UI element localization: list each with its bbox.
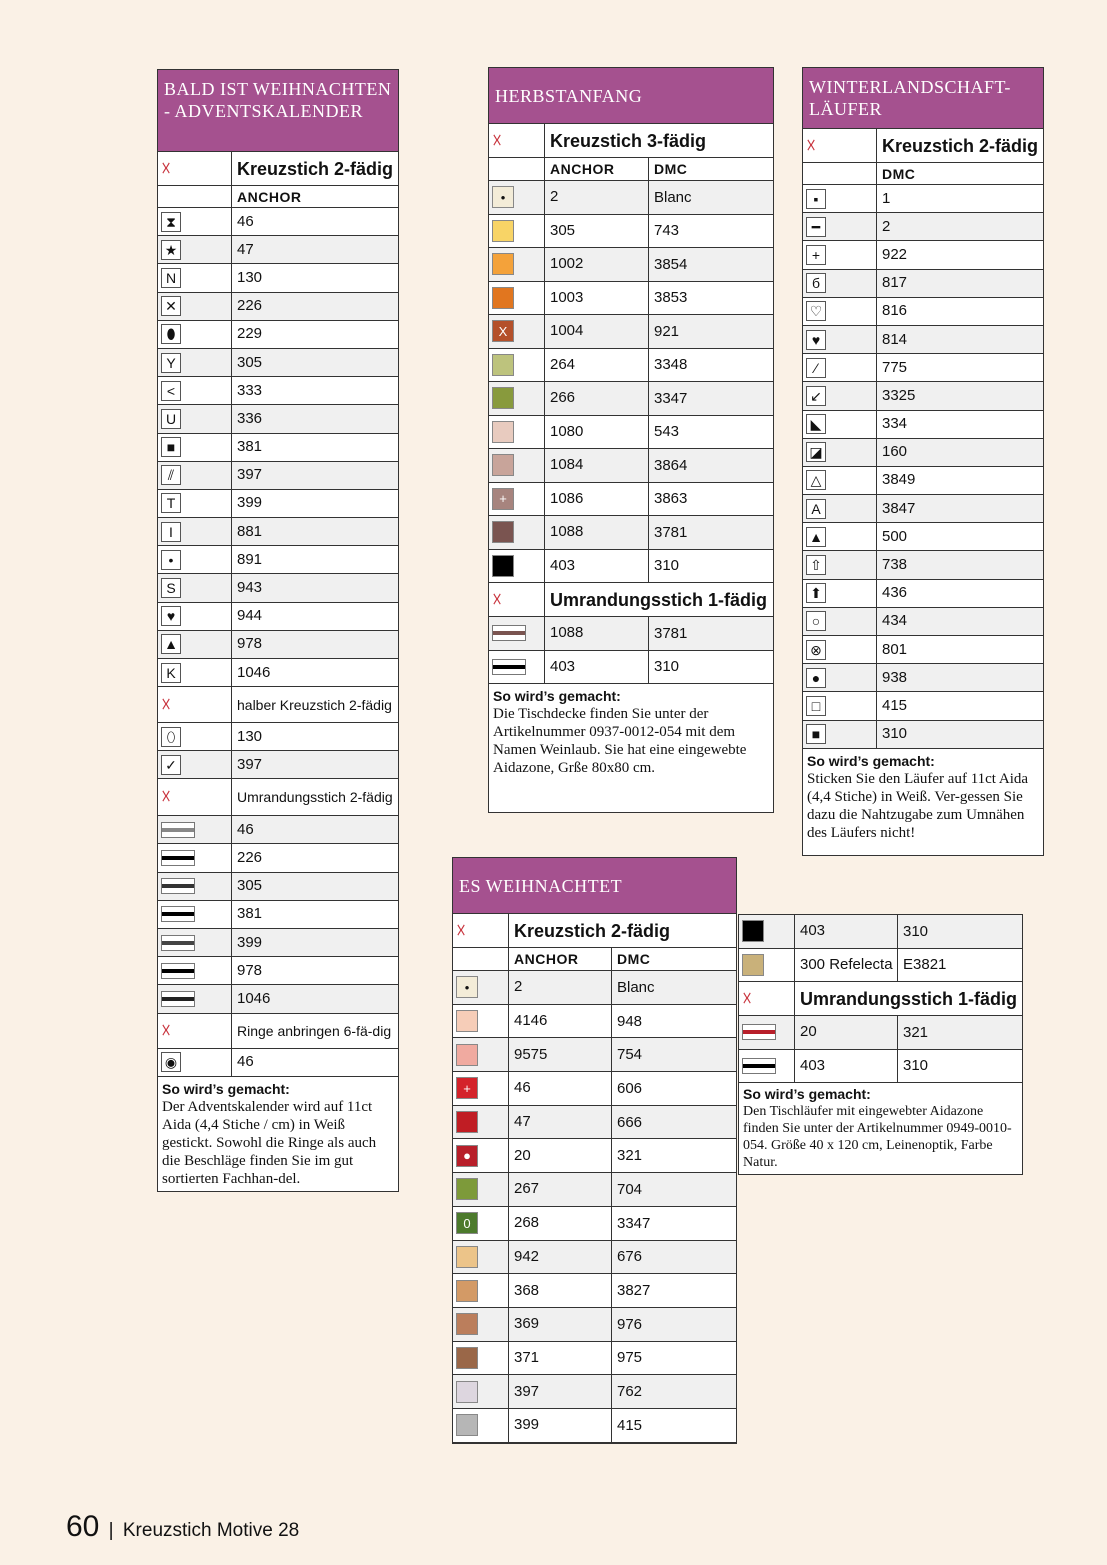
table-row: 978 — [158, 957, 398, 985]
table-row: ♥ 944 — [158, 603, 398, 631]
color-swatch — [492, 287, 514, 309]
symbol-icon: ✕ — [161, 296, 181, 316]
panel-title: HERBSTANFANG — [489, 68, 773, 124]
table-row: ▲ 978 — [158, 631, 398, 659]
table-row: Y 305 — [158, 349, 398, 377]
color-swatch — [456, 1313, 478, 1335]
table-row: ▪ 1 — [803, 185, 1043, 213]
border-stitch-icon — [161, 906, 195, 922]
cross-stitch-icon: ☓ — [161, 693, 172, 716]
color-swatch — [456, 1010, 478, 1032]
panel-title: WINTERLANDSCHAFT-LÄUFER — [803, 68, 1043, 129]
section-row: ☓ Kreuzstich 2-fädig — [453, 914, 736, 948]
section-row: ☓ Umrandungsstich 1-fädig — [489, 583, 773, 617]
symbol-icon: ⇧ — [806, 555, 826, 575]
table-row: + 1086 3863 — [489, 483, 773, 517]
table-row: ↙ 3325 — [803, 382, 1043, 410]
table-row: K 1046 — [158, 659, 398, 687]
table-row: • 2 Blanc — [453, 971, 736, 1005]
color-swatch: + — [492, 488, 514, 510]
table-row: ⫽ 397 — [158, 462, 398, 490]
note: So wird’s gemacht: Den Tischläufer mit eingewebter Aidazone finden Sie unter der Artikelnummer 0949-0010-054. Größe 40 x 120 cm, Leinenoptik, Farbe Natur. — [743, 1086, 1012, 1170]
table-row: < 333 — [158, 377, 398, 405]
symbol-icon: ↙ — [806, 386, 826, 406]
table-row: 4146 948 — [453, 1005, 736, 1039]
panel-es-weihnachtet-continued — [738, 914, 1023, 1175]
page-number: 60 — [66, 1510, 100, 1543]
es-rows — [453, 971, 736, 1443]
symbol-icon: ♥ — [806, 330, 826, 350]
table-row: N 130 — [158, 264, 398, 292]
symbol-icon: Y — [161, 353, 181, 373]
table-row: 305 743 — [489, 215, 773, 249]
table-row: 267 704 — [453, 1173, 736, 1207]
footer-separator: | — [108, 1520, 114, 1541]
panel-title: BALD IST WEIHNACHTEN - ADVENTSKALENDER — [158, 70, 398, 152]
symbol-icon: ◪ — [806, 442, 826, 462]
border-stitch-icon — [161, 822, 195, 838]
section-row: ☓ Kreuzstich 3-fädig — [489, 124, 773, 158]
cross-stitch-icon: ☓ — [161, 786, 172, 809]
table-row: 403 310 — [489, 651, 773, 685]
symbol-icon: ▲ — [161, 634, 181, 654]
symbol-icon: ⧗ — [161, 212, 181, 232]
table-row: 47 666 — [453, 1106, 736, 1140]
cross-stitch-icon: ☓ — [161, 1019, 172, 1042]
table-row: 403 310 — [739, 1050, 1022, 1084]
note: So wird’s gemacht: Sticken Sie den Läufer auf 11ct Aida (4,4 Stiche) in Weiß. Ver-gessen Sie dazu die Nahtzugabe zum Umnähen des Läufers nicht! — [807, 752, 1029, 841]
table-row: 20 321 — [739, 1016, 1022, 1050]
table-row: 46 — [158, 816, 398, 844]
section-row: ☓ Umrandungsstich 2-fädig — [158, 779, 398, 816]
symbol-icon: ▲ — [806, 527, 826, 547]
table-row: ⁄ 775 — [803, 354, 1043, 382]
panel-es-weihnachtet — [452, 857, 737, 1444]
table-row: 1002 3854 — [489, 248, 773, 282]
table-row: б 817 — [803, 270, 1043, 298]
symbol-icon: K — [161, 663, 181, 683]
table-row: 381 — [158, 901, 398, 929]
symbol-icon: ⁄ — [806, 358, 826, 378]
table-row: ◪ 160 — [803, 439, 1043, 467]
table-row: 369 976 — [453, 1308, 736, 1342]
table-row: 1080 543 — [489, 416, 773, 450]
table-row: ◉ 46 — [158, 1049, 398, 1077]
table-row: 300 Refelecta E3821 — [739, 949, 1022, 983]
section-row: ☓ Ringe anbringen 6-fä-dig — [158, 1014, 398, 1049]
table-row: 266 3347 — [489, 382, 773, 416]
winter-rows — [803, 185, 1043, 749]
table-row: X 1004 921 — [489, 315, 773, 349]
color-swatch: + — [456, 1077, 478, 1099]
color-swatch — [456, 1414, 478, 1436]
table-row: ✓ 397 — [158, 751, 398, 779]
symbol-icon: △ — [806, 470, 826, 490]
color-swatch — [456, 1381, 478, 1403]
table-row: 397 762 — [453, 1375, 736, 1409]
color-swatch — [742, 954, 764, 976]
table-row: ⬮ 229 — [158, 321, 398, 349]
table-row: ⊗ 801 — [803, 636, 1043, 664]
color-swatch — [492, 521, 514, 543]
table-row: 1084 3864 — [489, 449, 773, 483]
symbol-icon: ━ — [806, 217, 826, 237]
table-row: ▲ 500 — [803, 523, 1043, 551]
table-row: S 943 — [158, 574, 398, 602]
table-row: 9575 754 — [453, 1038, 736, 1072]
page-footer — [66, 1510, 299, 1544]
color-swatch — [492, 555, 514, 577]
symbol-icon: ○ — [806, 611, 826, 631]
border-stitch-icon — [161, 850, 195, 866]
header-row: ANCHOR DMC — [453, 948, 736, 971]
border-stitch-icon — [742, 1058, 776, 1074]
section-row: ☓ halber Kreuzstich 2-fädig — [158, 687, 398, 723]
cross-stitch-icon: ☓ — [806, 134, 817, 157]
cross-stitch-icon: ☓ — [492, 129, 503, 152]
color-swatch — [456, 1347, 478, 1369]
border-stitch-icon — [161, 963, 195, 979]
table-row: ⬯ 130 — [158, 723, 398, 751]
table-row: 1088 3781 — [489, 516, 773, 550]
cross-stitch-icon: ☓ — [456, 919, 467, 942]
section-row: ☓ Kreuzstich 2-fädig — [158, 152, 398, 186]
border-stitch-icon — [492, 659, 526, 675]
color-swatch — [492, 421, 514, 443]
border-stitch-icon — [161, 935, 195, 951]
table-row: ● 20 321 — [453, 1139, 736, 1173]
symbol-icon: U — [161, 409, 181, 429]
bald-rows — [158, 208, 398, 687]
ring-icon: ◉ — [161, 1052, 181, 1072]
section-row: ☓ Kreuzstich 2-fädig — [803, 129, 1043, 163]
color-swatch: X — [492, 320, 514, 342]
table-row: 368 3827 — [453, 1274, 736, 1308]
table-row: 942 676 — [453, 1241, 736, 1275]
symbol-icon: ● — [806, 668, 826, 688]
symbol-icon: • — [161, 550, 181, 570]
cross-stitch-icon: ☓ — [742, 987, 753, 1010]
herbst-rows — [489, 181, 773, 583]
table-row: • 891 — [158, 546, 398, 574]
cross-stitch-icon: ☓ — [161, 157, 172, 180]
table-row: ● 938 — [803, 664, 1043, 692]
table-row: ♥ 814 — [803, 326, 1043, 354]
table-row: 305 — [158, 873, 398, 901]
symbol-icon: ★ — [161, 240, 181, 260]
table-row: ■ 381 — [158, 434, 398, 462]
table-row: ⧗ 46 — [158, 208, 398, 236]
color-swatch — [456, 1111, 478, 1133]
panel-herbstanfang — [488, 67, 774, 813]
herbst-border — [489, 617, 773, 684]
color-swatch — [492, 354, 514, 376]
table-row: + 46 606 — [453, 1072, 736, 1106]
color-swatch — [492, 253, 514, 275]
color-swatch — [456, 1280, 478, 1302]
panel-title: ES WEIHNACHTET — [453, 858, 736, 914]
cross-stitch-icon: ☓ — [492, 588, 503, 611]
border-stitch-icon — [492, 625, 526, 641]
symbol-icon: ■ — [161, 437, 181, 457]
table-row: 1046 — [158, 985, 398, 1013]
table-row: ✕ 226 — [158, 293, 398, 321]
symbol-icon: ♥ — [161, 606, 181, 626]
symbol-icon: ⬮ — [161, 324, 181, 344]
header-row: DMC — [803, 163, 1043, 185]
symbol-icon: □ — [806, 696, 826, 716]
table-row: 1003 3853 — [489, 282, 773, 316]
table-row: 403 310 — [489, 550, 773, 584]
color-swatch — [456, 1044, 478, 1066]
table-row: □ 415 — [803, 692, 1043, 720]
table-row: ⬆ 436 — [803, 580, 1043, 608]
note: So wird’s gemacht: Der Adventskalender wird auf 11ct Aida (4,4 Stiche / cm) in Weiß gestickt. Sowohl die Ringe als auch die Beschläge finden Sie im gut sortierten Fachhan-del. — [162, 1080, 377, 1187]
table-row: ⇧ 738 — [803, 551, 1043, 579]
color-swatch: • — [456, 976, 478, 998]
table-row: ★ 47 — [158, 236, 398, 264]
color-swatch — [742, 920, 764, 942]
table-row: + 922 — [803, 241, 1043, 269]
table-row: A 3847 — [803, 495, 1043, 523]
table-row: 1088 3781 — [489, 617, 773, 651]
symbol-icon: ■ — [806, 724, 826, 744]
table-row: 226 — [158, 844, 398, 872]
color-swatch — [492, 220, 514, 242]
table-row: ○ 434 — [803, 608, 1043, 636]
symbol-icon: I — [161, 522, 181, 542]
table-row: 403 310 — [739, 915, 1022, 949]
symbol-icon: ⫽ — [161, 465, 181, 485]
table-row: 399 415 — [453, 1409, 736, 1443]
magazine-title: Kreuzstich Motive 28 — [122, 1520, 300, 1541]
table-row: I 881 — [158, 518, 398, 546]
symbol-icon: ◣ — [806, 414, 826, 434]
symbol-icon: ✓ — [161, 755, 181, 775]
table-row: ━ 2 — [803, 213, 1043, 241]
color-swatch — [492, 454, 514, 476]
table-row: ■ 310 — [803, 721, 1043, 749]
symbol-icon: N — [161, 268, 181, 288]
color-swatch — [456, 1178, 478, 1200]
border-stitch-icon — [742, 1024, 776, 1040]
color-swatch: • — [492, 186, 514, 208]
border-stitch-icon — [161, 991, 195, 1007]
symbol-icon: S — [161, 578, 181, 598]
table-row: △ 3849 — [803, 467, 1043, 495]
header-row: ANCHOR — [158, 186, 398, 208]
es2-rows — [739, 915, 1022, 982]
table-row: 0 268 3347 — [453, 1207, 736, 1241]
color-swatch: 0 — [456, 1212, 478, 1234]
symbol-icon: ▪ — [806, 189, 826, 209]
note: So wird’s gemacht: Die Tischdecke finden Sie unter der Artikelnummer 0937-0012-054 mit dem Namen Weinlaub. Sie hat eine eingewebte Aidazone, Grße 80x80 cm. — [493, 688, 747, 776]
symbol-icon: б — [806, 273, 826, 293]
header-row: ANCHOR DMC — [489, 158, 773, 181]
color-swatch — [492, 387, 514, 409]
bald-border — [158, 816, 398, 1013]
table-row: ◣ 334 — [803, 411, 1043, 439]
symbol-icon: A — [806, 499, 826, 519]
symbol-icon: T — [161, 493, 181, 513]
es2-border — [739, 1016, 1022, 1083]
bald-half — [158, 723, 398, 779]
border-stitch-icon — [161, 878, 195, 894]
panel-bald-ist-weihnachten — [157, 69, 399, 1192]
symbol-icon: ♡ — [806, 301, 826, 321]
table-row: 399 — [158, 929, 398, 957]
section-row: ☓ Umrandungsstich 1-fädig — [739, 982, 1022, 1016]
table-row: ♡ 816 — [803, 298, 1043, 326]
color-swatch: ● — [456, 1145, 478, 1167]
table-row: • 2 Blanc — [489, 181, 773, 215]
table-row: 264 3348 — [489, 349, 773, 383]
symbol-icon: + — [806, 245, 826, 265]
table-row: U 336 — [158, 405, 398, 433]
color-swatch — [456, 1246, 478, 1268]
symbol-icon: < — [161, 381, 181, 401]
panel-winterlandschaft — [802, 67, 1044, 856]
table-row: T 399 — [158, 490, 398, 518]
symbol-icon: ⬯ — [161, 727, 181, 747]
table-row: 371 975 — [453, 1342, 736, 1376]
symbol-icon: ⊗ — [806, 640, 826, 660]
symbol-icon: ⬆ — [806, 583, 826, 603]
